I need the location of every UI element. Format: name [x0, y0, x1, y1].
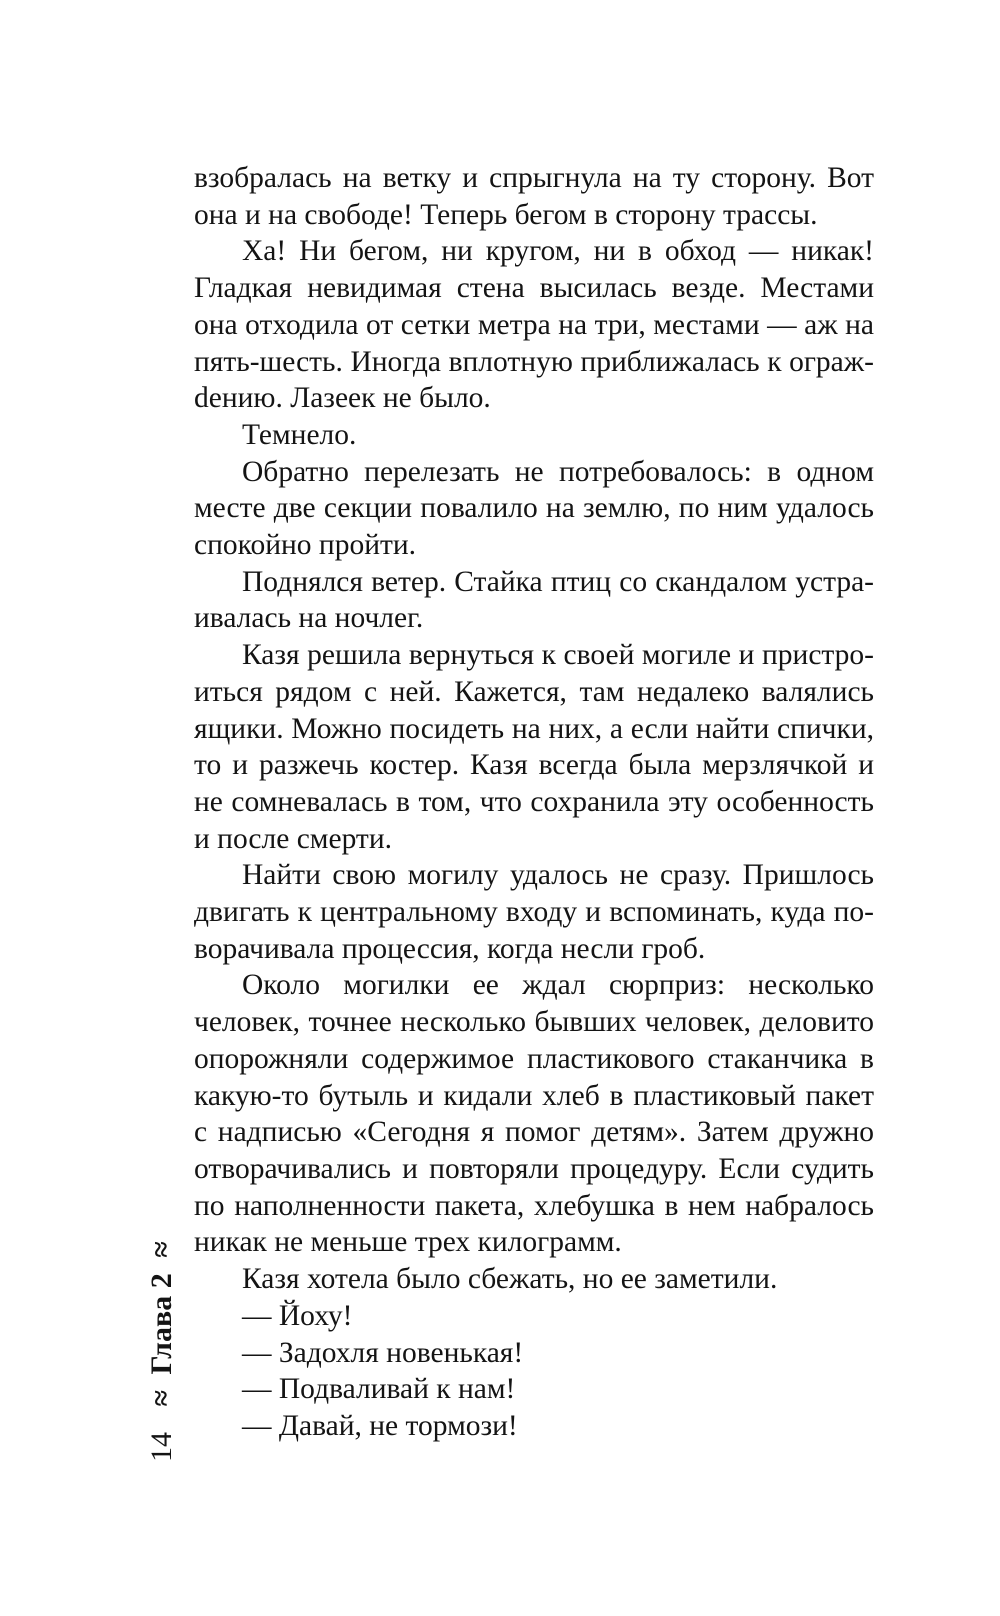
ornament-right: ≈: [145, 1241, 178, 1258]
paragraph: Около могилки ее ждал сюрприз: несколько человек, точнее несколько бывших человек, деловито опорожняли содержимое пластикового стаканчика в какую-то бутыль и кидали хлеб в пластиковый пакет с надписью «Сегодня я помог детям». Затем дружно отворачивались и повторяли процедуру. Если судить по наполненности пакета, хлебушка в нем набралось никак не меньше трех килограмм.: [194, 969, 874, 1259]
paragraph: Обратно перелезать не потребовалось: в одном месте две секции повалило на землю, по ним удалось спокойно пройти.: [194, 455, 874, 562]
dialogue-line: — Йоху!: [242, 1299, 353, 1332]
paragraph: Найти свою могилу удалось не сразу. Пришлось двигать к центральному входу и вспоминать, куда поворачивала процессия, когда несли гроб.: [194, 859, 874, 965]
page-number: 14: [145, 1432, 178, 1462]
paragraph: Казя решила вернуться к своей могиле и пристроиться рядом с ней. Кажется, там недалеко валялись ящики. Можно посидеть на них, а если найти спички, то и разжечь костер. Казя всегда была мерзлячкой и не сомневалась в том, что сохранила эту особенность и после смерти.: [194, 639, 874, 855]
paragraph: Ха! Ни бегом, ни кругом, ни в обход — никак! Гладкая невидимая стена высилась везде. Местами она отходила от сетки метра на три, местами — аж на пять-шесть. Иногда вплотную приближалась к огражdению. Лазеек не было.: [194, 235, 874, 415]
chapter-title: Глава 2: [145, 1273, 178, 1375]
paragraph: Темнело.: [242, 418, 357, 451]
ornament-left: ≈: [145, 1390, 178, 1407]
dialogue-line: — Давай, не тормози!: [242, 1409, 518, 1442]
paragraph: Поднялся ветер. Стайка птиц со скандалом устраивалась на ночлег.: [194, 565, 874, 635]
dialogue-line: — Задохля новенькая!: [242, 1336, 524, 1369]
running-head: [145, 1241, 179, 1462]
paragraph-continued: взобралась на ветку и спрыгнула на ту сторону. Вот она и на свободе! Теперь бегом в сторону трассы.: [194, 162, 874, 231]
paragraph: Казя хотела было сбежать, но ее заметили.: [242, 1263, 778, 1296]
dialogue-line: — Подваливай к нам!: [242, 1373, 516, 1406]
page-body-text: [194, 160, 874, 1445]
